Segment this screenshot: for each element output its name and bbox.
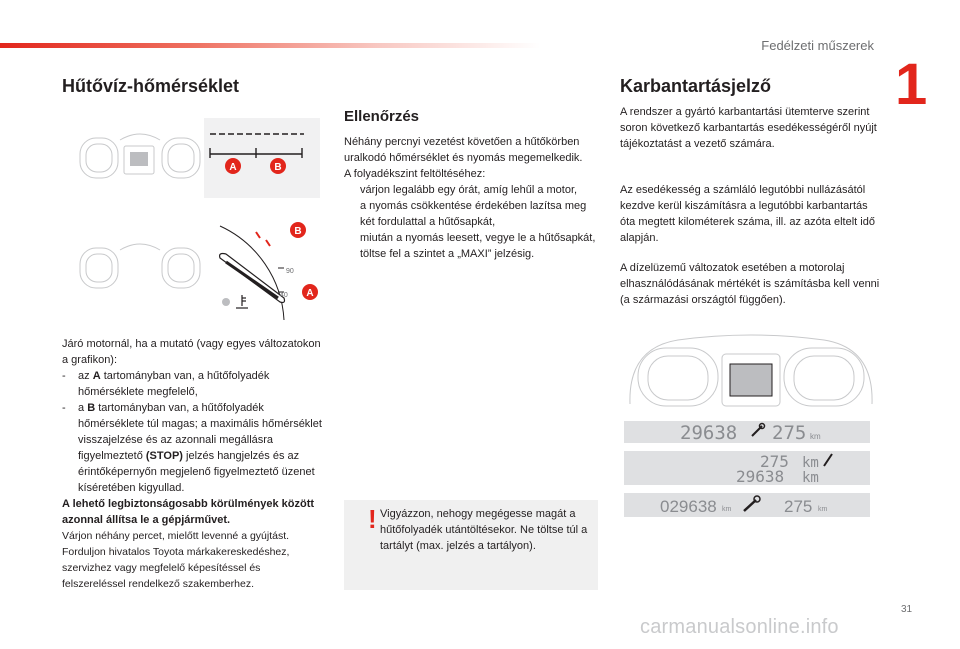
warning-icon: ! [368, 504, 377, 534]
coolant-temperature-icon [236, 295, 248, 308]
gauge-mark-40: 40 [280, 292, 288, 299]
coolant-text-block [62, 336, 324, 592]
bullet-text: a [78, 402, 88, 414]
lcd3-unit-right: km [818, 506, 828, 513]
zone-a-badge: A [229, 162, 237, 173]
coolant-warning-text: Várjon néhány percet, mielőtt levenné a gyújtást. Forduljon hivatalos Toyota márkakereskedéshez, szervizhez vagy megfelelő képesítéssel és felszereléssel rendelkező szakemberhez. [62, 530, 290, 590]
bullet-text: a nyomás csökkentése érdekében lazítsa meg két fordulattal a hűtősapkát, [360, 200, 587, 228]
gauge-zone-a-badge: A [306, 288, 314, 299]
coolant-gauge-illustration-bar [70, 118, 320, 198]
section-title: Fedélzeti műszerek [761, 38, 874, 53]
list-item [62, 368, 324, 400]
coolant-intro: Járó motornál, ha a mutató (vagy egyes változatokon a grafikon): [62, 338, 321, 366]
maintenance-p1: A rendszer a gyártó karbantartási ütemterve szerint soron következő karbantartás esedékességéről nyújt tájékoztatást a vezető számára. [620, 106, 877, 150]
bullet-bold: B [87, 402, 96, 414]
lcd-display-3-content [624, 493, 870, 517]
list-item [344, 246, 598, 262]
bullet-text: jelzés hangjelzés és az érintőképernyőn megjelenő figyelmeztető üzenet kíséretében kigyullad. [78, 450, 315, 494]
bullet-marker [344, 230, 360, 246]
list-item [344, 182, 598, 198]
bullet-marker: - [62, 370, 66, 382]
warning-text: Vigyázzon, nehogy megégesse magát a hűtőfolyadék utántöltésekor. Ne töltse túl a tartályt (max. jelzés a tartályon). [380, 508, 588, 552]
coolant-gauge-illustration-needle [70, 212, 320, 327]
lcd2-unit-bottom: km [802, 470, 819, 485]
list-item [62, 400, 324, 496]
wrench-icon [752, 424, 765, 437]
bullet-text: töltse fel a szintet a „MAXI” jelzésig. [360, 248, 535, 260]
bullet-marker [344, 246, 360, 262]
check-fill-intro: A folyadékszint feltöltéséhez: [344, 168, 486, 180]
bullet-marker [344, 182, 360, 198]
lcd3-service: 275 [784, 497, 813, 516]
header-accent-bar [0, 43, 540, 48]
maintenance-title: Karbantartásjelző [620, 76, 772, 96]
list-item [344, 198, 598, 230]
bullet-text: miután a nyomás leesett, vegye le a hűtősapkát, [360, 232, 596, 244]
lcd-display-2-content [624, 451, 870, 485]
check-text-block [344, 134, 598, 262]
wrench-icon [744, 496, 760, 511]
instrument-cluster-illustration [626, 334, 876, 416]
watermark: carmanualsonline.info [640, 616, 839, 638]
lcd3-odometer: 029638 [660, 497, 717, 516]
lcd-display-1-content [624, 421, 870, 443]
page-number: 31 [901, 604, 913, 615]
gauge-zone-b-badge: B [294, 226, 302, 237]
lcd2-odometer: 29638 [736, 467, 785, 485]
bullet-text: tartományban van, a hűtőfolyadék hőmérséklete megfelelő, [78, 370, 270, 398]
check-title: Ellenőrzés [344, 108, 420, 125]
zone-b-badge: B [274, 162, 282, 173]
lcd3-unit-left: km [722, 506, 732, 513]
maintenance-p3: A dízelüzemű változatok esetében a motorolaj elhasználódásának mértékét is számításba kell venni (a származási országtól függően). [620, 262, 880, 306]
lcd2-unit-top: km [802, 455, 819, 471]
bullet-bold: A [92, 370, 101, 382]
wrench-icon [824, 454, 832, 466]
bullet-text: az [78, 370, 93, 382]
check-intro: Néhány percnyi vezetést követően a hűtőkörben uralkodó hőmérséklet és nyomás megemelkedik. [344, 136, 583, 164]
bullet-marker [344, 198, 360, 230]
lcd1-service: 275 [772, 422, 807, 443]
lcd1-unit: km [810, 432, 821, 441]
maintenance-p2: Az esedékesség a számláló legutóbbi nullázásától kezdve kerül kiszámításra a legutóbbi karbantartás óta megtett kilométerek száma, ill. az azóta eltelt idő alapján. [620, 184, 875, 244]
coolant-warning-bold: A lehető legbiztonságosabb körülmények között azonnal állítsa le a gépjárművet. [62, 498, 315, 526]
list-item [344, 230, 598, 246]
lcd1-odometer: 29638 [680, 422, 738, 443]
bullet-text: tartományban van, a hűtőfolyadék hőmérséklete túl magas; a maximális hőmérséklet visszajelzése és az azonnali megállásra figyelmeztető [78, 402, 322, 462]
gauge-mark-90: 90 [286, 268, 294, 275]
chapter-number: 1 [895, 52, 928, 117]
bullet-bold: (STOP) [145, 450, 183, 462]
bullet-marker: - [62, 402, 66, 414]
coolant-title: Hűtővíz-hőmérséklet [62, 76, 240, 96]
lcd2-service: 275 [760, 452, 789, 471]
bullet-text: várjon legalább egy órát, amíg lehűl a motor, [360, 184, 578, 196]
